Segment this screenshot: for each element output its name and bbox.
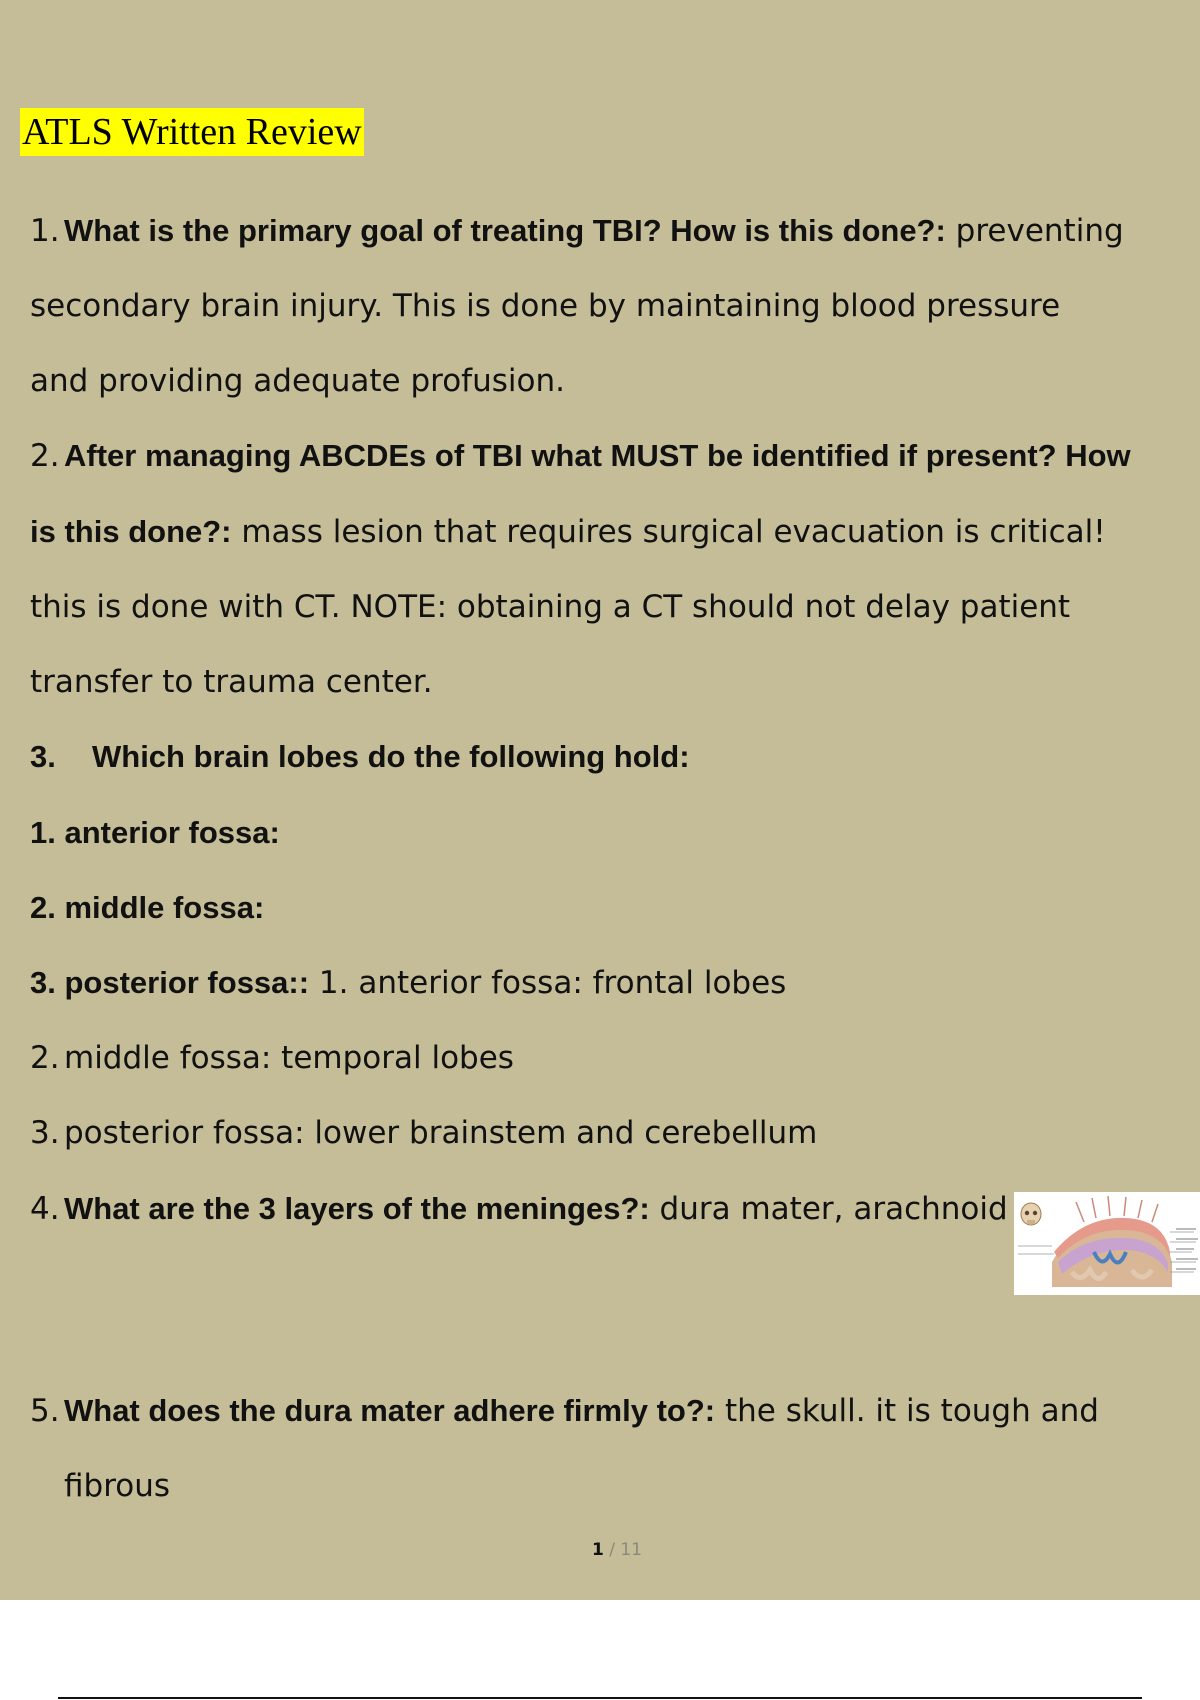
q4-answer: dura mater, arachnoid	[649, 1191, 1008, 1227]
q5-answer-line2: fibrous	[64, 1468, 171, 1504]
q2-line1	[30, 436, 1131, 476]
q1-answer-line2: secondary brain injury. This is done by maintaining blood pressure	[30, 288, 1061, 324]
page-total: 11	[620, 1540, 643, 1560]
q1-answer-part1: preventing	[945, 213, 1124, 249]
q3-answer-line3-number: 3.	[30, 1115, 60, 1151]
q5-number: 5.	[30, 1393, 60, 1429]
q3-answer-line2	[30, 1038, 514, 1078]
q3-line1	[30, 737, 690, 777]
q5-answer-part1: the skull. it is tough and	[715, 1393, 1099, 1429]
q3-sub3-line	[30, 963, 786, 1003]
q5-line1	[30, 1391, 1099, 1431]
q1-answer-line3: and providing adequate profusion.	[30, 363, 565, 399]
q2-answer-part1: mass lesion that requires surgical evacuation is critical!	[231, 514, 1106, 550]
q1-line1	[30, 211, 1124, 251]
q4-text-clip	[30, 1189, 1008, 1229]
page-separator: /	[603, 1540, 621, 1560]
q3-answer-line1: 1. anterior fossa: frontal lobes	[309, 965, 787, 1001]
q3-number: 3.	[30, 739, 56, 774]
page-current: 1	[591, 1540, 604, 1560]
q3-sub2: 2. middle fossa:	[30, 890, 265, 925]
page-divider	[58, 1697, 1142, 1699]
q3-question: Which brain lobes do the following hold:	[92, 739, 690, 774]
skull-icon	[1021, 1203, 1041, 1225]
q3-answer-line2-number: 2.	[30, 1040, 60, 1076]
q4-question: What are the 3 layers of the meninges?:	[64, 1191, 650, 1226]
q1-number: 1.	[30, 213, 60, 249]
q2-line2	[30, 512, 1106, 552]
q2-answer-line4: transfer to trauma center.	[30, 664, 433, 700]
q4-line1	[30, 1189, 1008, 1229]
meninges-diagram-image	[1014, 1192, 1200, 1295]
q5-question: What does the dura mater adhere firmly to?:	[64, 1393, 716, 1428]
q2-question-line1: After managing ABCDEs of TBI what MUST be identified if present? How	[64, 438, 1131, 473]
q1-question: What is the primary goal of treating TBI? How is this done?:	[64, 213, 946, 248]
q3-answer-line3-text: posterior fossa: lower brainstem and cerebellum	[64, 1115, 818, 1151]
q4-number: 4.	[30, 1191, 60, 1227]
q3-sub3: 3. posterior fossa::	[30, 965, 310, 1000]
q3-answer-line3	[30, 1113, 817, 1153]
document-title: ATLS Written Review	[20, 108, 364, 156]
q2-answer-line3: this is done with CT. NOTE: obtaining a CT should not delay patient	[30, 589, 1071, 625]
q3-answer-line2-text: middle fossa: temporal lobes	[64, 1040, 514, 1076]
q2-number: 2.	[30, 438, 60, 474]
q3-sub1: 1. anterior fossa:	[30, 815, 280, 850]
q2-question-line2: is this done?:	[30, 514, 232, 549]
page-indicator	[0, 1540, 1200, 1560]
